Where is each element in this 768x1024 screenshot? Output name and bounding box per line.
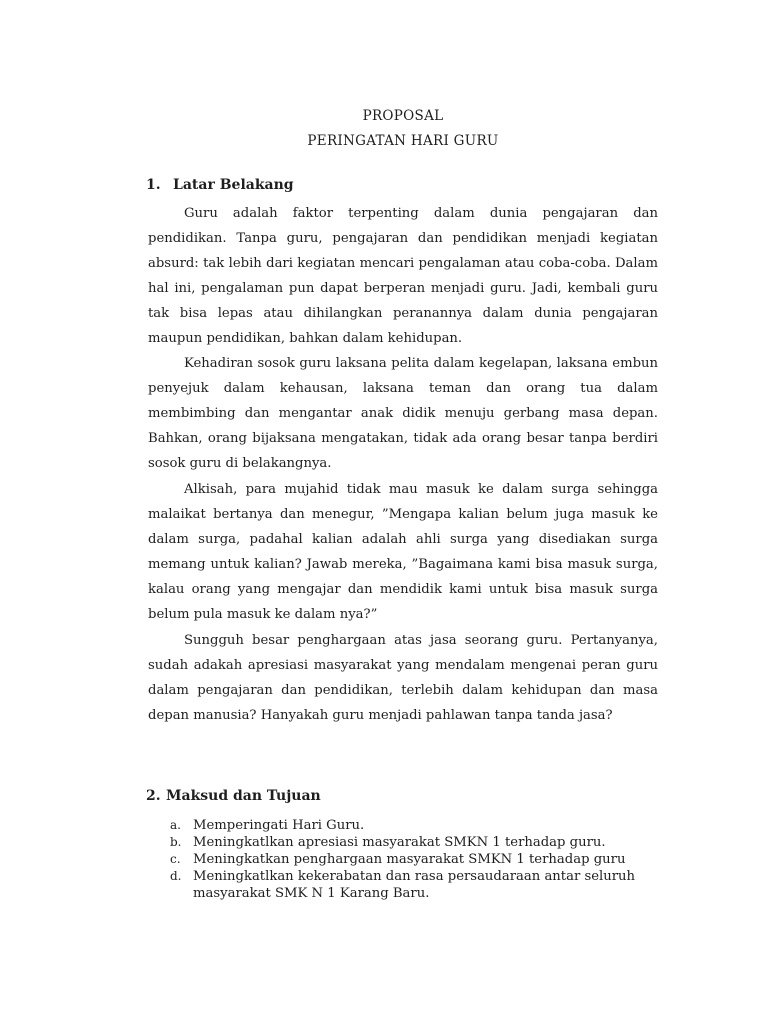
- section-title: Latar Belakang: [173, 177, 294, 193]
- list-marker: b.: [170, 835, 182, 849]
- section-number: 2.: [146, 788, 161, 804]
- list-item: [170, 834, 670, 851]
- section-heading-latar-belakang: [146, 177, 294, 193]
- list-item-text: Meningkatkan penghargaan masyarakat SMKN 1 terhadap guru: [193, 852, 626, 867]
- objectives-list: [170, 817, 670, 902]
- list-marker: d.: [170, 869, 182, 883]
- section-title: Maksud dan Tujuan: [166, 788, 321, 804]
- paragraph-1: Guru adalah faktor terpenting dalam dunia pengajaran dan pendidikan. Tanpa guru, pengajaran dan pendidikan menjadi kegiatan absurd: tak lebih dari kegiatan mencari pengalaman atau coba-coba. Dalam hal ini, pengalaman pun dapat berperan menjadi guru. Jadi, kembali guru tak bisa lepas atau dihilangkan peranannya dalam dunia pengajaran maupun pendidikan, bahkan dalam kehidupan.: [148, 206, 658, 346]
- list-marker: c.: [170, 852, 181, 866]
- document-title: PROPOSAL: [362, 108, 444, 124]
- paragraph-2: Kehadiran sosok guru laksana pelita dalam kegelapan, laksana embun penyejuk dalam kehausan, laksana teman dan orang tua dalam membimbing dan mengantar anak didik menuju gerbang masa depan. Bahkan, orang bijaksana mengatakan, tidak ada orang besar tanpa berdiri sosok guru di belakangnya.: [148, 356, 658, 471]
- document-subtitle: PERINGATAN HARI GURU: [307, 133, 499, 149]
- list-item-text: Meningkatlkan kekerabatan dan rasa persaudaraan antar seluruh masyarakat SMK N 1 Karang Baru.: [193, 869, 636, 901]
- list-item-text: Memperingati Hari Guru.: [193, 818, 365, 833]
- list-marker: a.: [170, 818, 181, 832]
- list-item: [170, 868, 670, 902]
- list-item: [170, 817, 670, 834]
- list-item: [170, 851, 670, 868]
- paragraph-3: Alkisah, para mujahid tidak mau masuk ke dalam surga sehingga malaikat bertanya dan menegur, ”Mengapa kalian belum juga masuk ke dalam surga, padahal kalian adalah ahli surga yang disediakan surga memang untuk kalian? Jawab mereka, ”Bagaimana kami bisa masuk surga, kalau orang yang mengajar dan mendidik kami untuk bisa masuk surga belum pula masuk ke dalam nya?”: [148, 482, 658, 622]
- title-block: [148, 104, 658, 154]
- section-heading-maksud-tujuan: [146, 788, 321, 804]
- paragraph-4: Sungguh besar penghargaan atas jasa seorang guru. Pertanyanya, sudah adakah apresiasi masyarakat yang mendalam mengenai peran guru dalam pengajaran dan pendidikan, terlebih dalam kehidupan dan masa depan manusia? Hanyakah guru menjadi pahlawan tanpa tanda jasa?: [148, 633, 658, 723]
- list-item-text: Meningkatlkan apresiasi masyarakat SMKN 1 terhadap guru.: [193, 835, 606, 850]
- section-number: 1.: [146, 177, 161, 193]
